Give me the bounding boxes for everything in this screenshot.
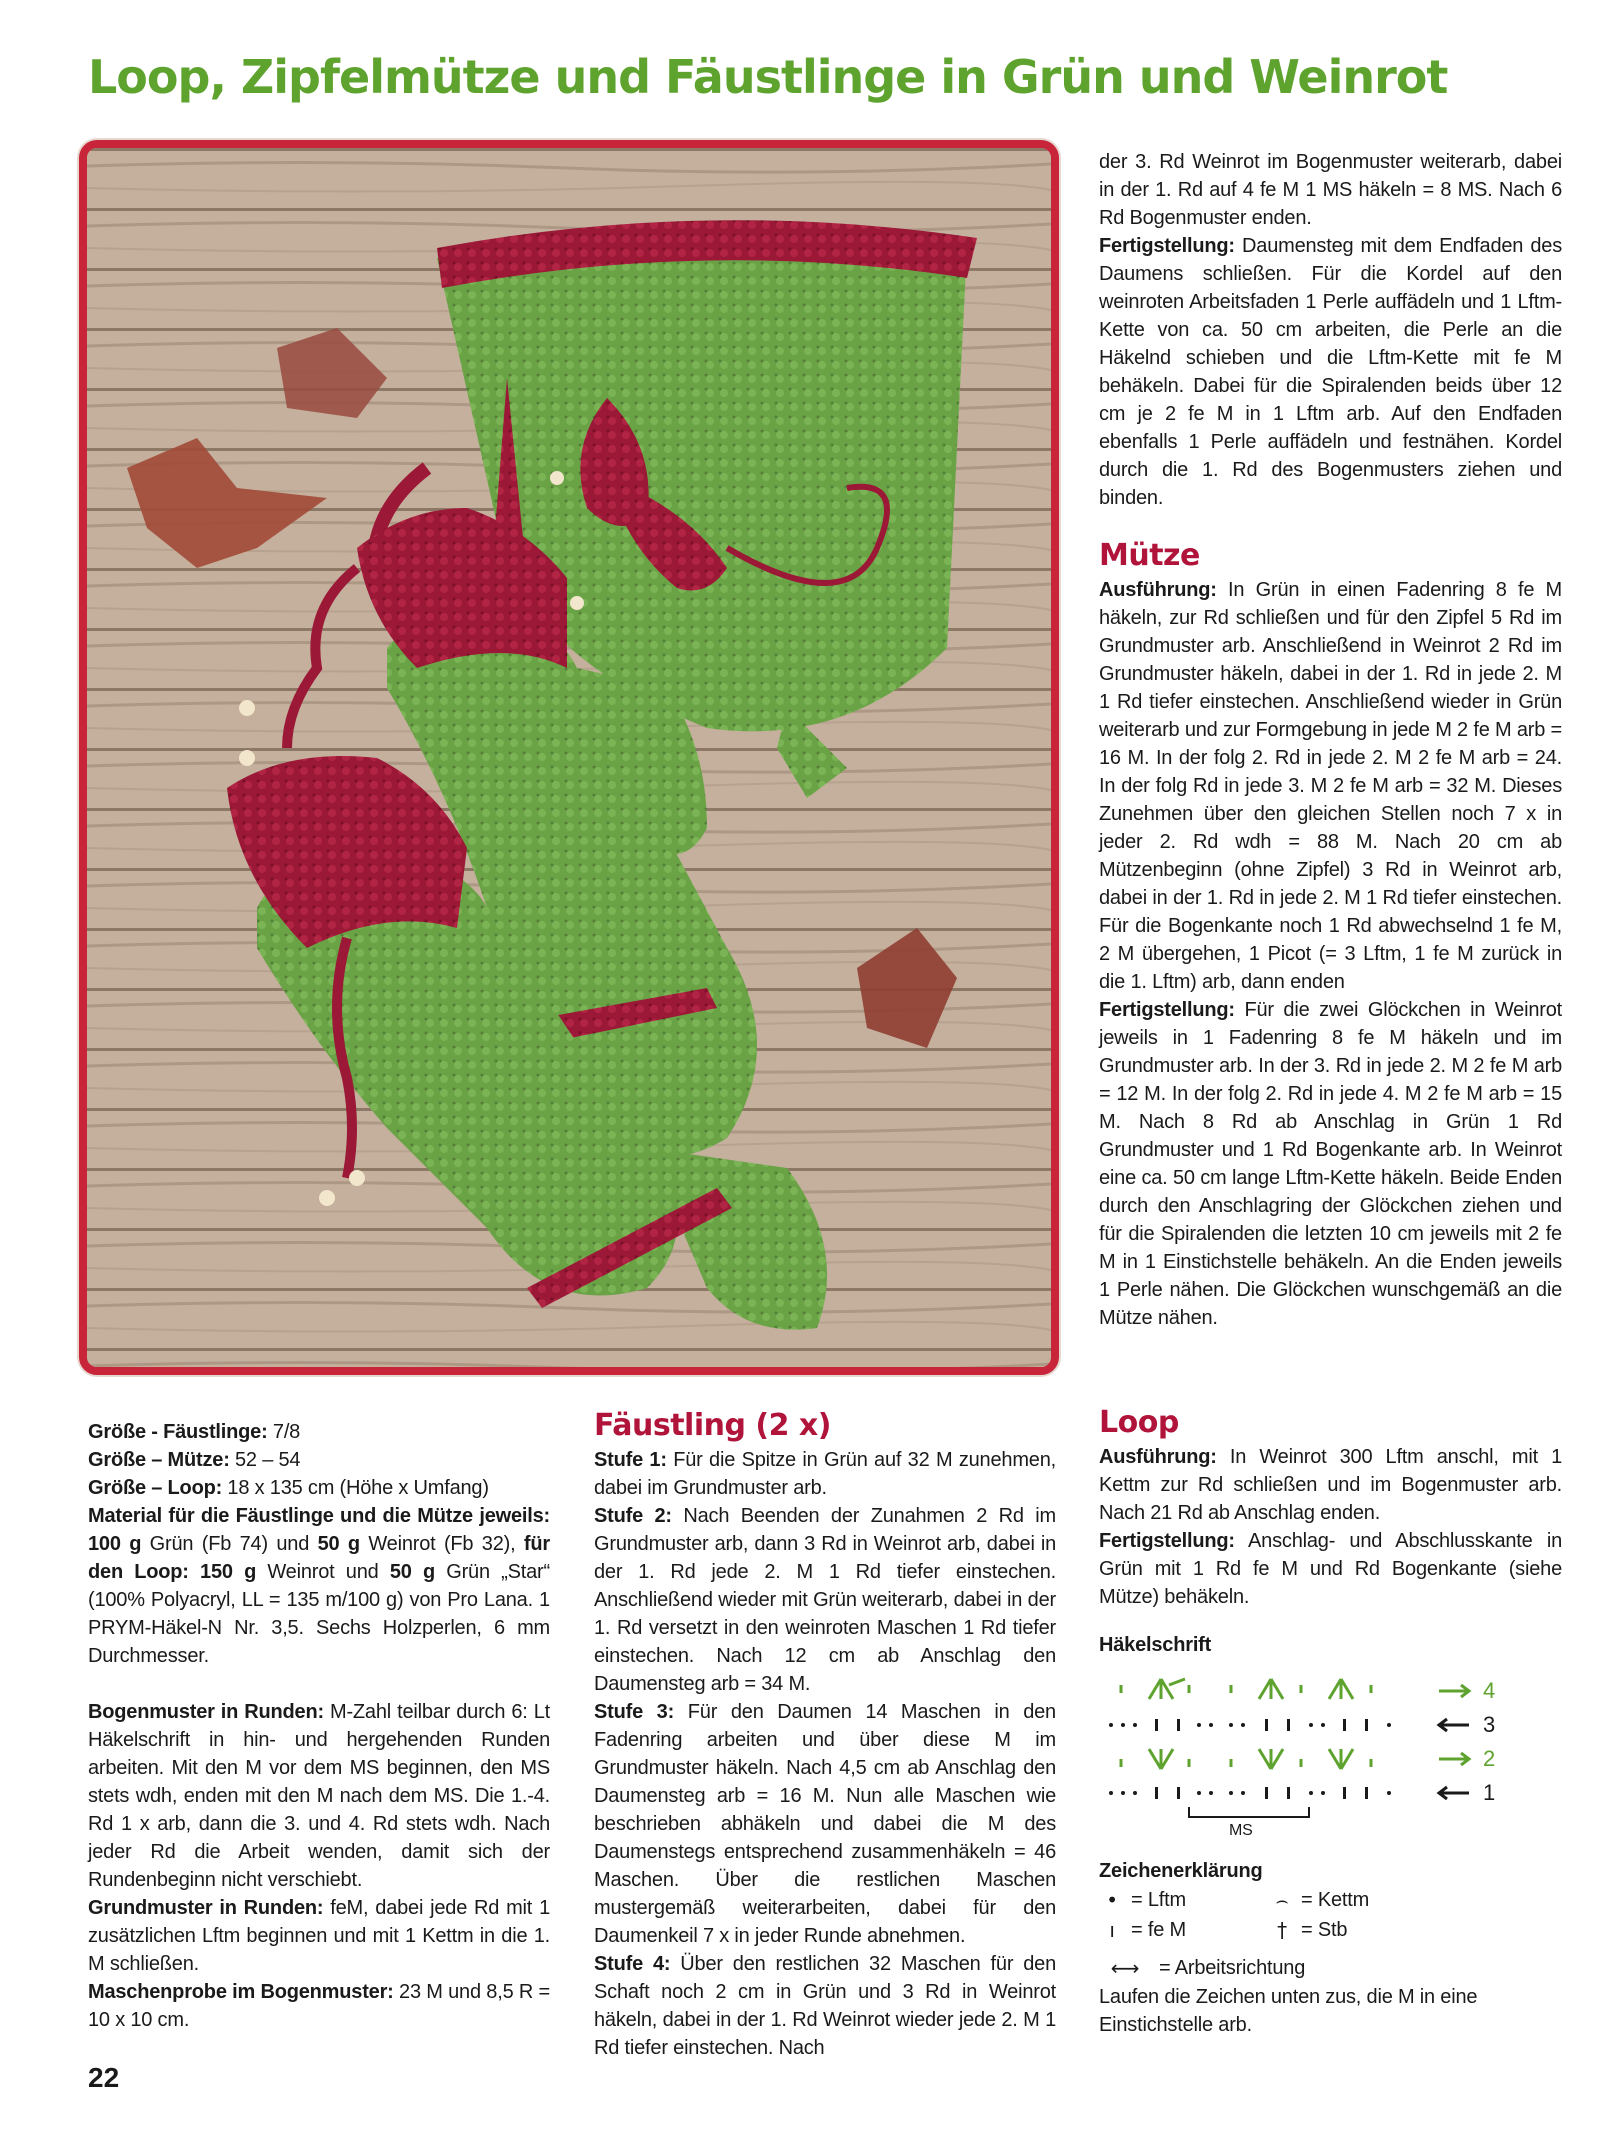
loop-finishing: Fertigstellung: Anschlag- und Abschlusskante in Grün mit 1 Rd fe M und Rd Bogenkante (siehe Mütze) behäkeln. (1099, 1530, 1562, 1608)
heading-muetze: Mütze (1099, 538, 1200, 573)
middle-column-bottom (594, 1408, 1056, 2062)
arrow-row-2 (1439, 1753, 1469, 1765)
chart-row-4-symbols (1121, 1679, 1371, 1699)
muetze-finishing: Fertigstellung: Für die zwei Glöckchen in Weinrot jeweils in 1 Fadenring 8 fe M häkeln und im Grundmuster arb. In der 3. Rd in jede 2. M 2 fe M arb = 12 M. In der folg 2. Rd in jede 4. M 2 fe M arb = 15 M. Nach 8 Rd ab Anschlag in Grün 1 Rd Grundmuster und 1 Rd Bogenkante arb. In Weinrot eine ca. 50 cm lange Lftm-Kette häkeln. Beide Enden durch den Anschlagring der Glöckchen ziehen und für die Spiralenden die letzten 10 cm jeweils mit 2 fe M in 1 Einstichstelle behäkeln. An die Enden jeweils 1 Perle nähen. Die Glöckchen wunschgemäß an die Mütze nähen. (1099, 999, 1562, 1329)
crochet-chart-svg (1099, 1667, 1562, 1843)
loop-execution: Ausführung: In Weinrot 300 Lftm anschl, mit 1 Kettm zur Rd schließen und im Bogenmuster arb. Nach 21 Rd ab Anschlag enden. (1099, 1446, 1562, 1524)
legend-fem: ı = fe M (1099, 1915, 1269, 1945)
finishing-text: Fertigstellung: Daumensteg mit dem Endfaden des Daumens schließen. Für die Kordel auf den weinroten Arbeitsfaden 1 Perle auffädeln und 1 Lftm-Kette von ca. 50 cm arbeiten, die Perle an die Häkelnd schieben und die Lftm-Kette mit fe M behäkeln. Dabei für die Spiralenden beids über 12 cm je 2 fe M in 1 Lftm arb. Auf den Endfaden ebenfalls 1 Perle auffädeln und festnähen. Kordel durch die 1. Rd des Bogenmusters ziehen und binden. (1099, 235, 1562, 509)
legend-title: Zeichenerklärung (1099, 1860, 1263, 1882)
heading-faeustling: Fäustling (2 x) (594, 1408, 831, 1443)
page-title: Loop, Zipfelmütze und Fäustlinge in Grün und Weinrot (88, 50, 1448, 104)
page-number: 22 (88, 2062, 120, 2093)
legend-stb: † = Stb (1269, 1915, 1469, 1945)
heading-loop: Loop (1099, 1405, 1179, 1440)
stufe-3: Stufe 3: Für den Daumen 14 Maschen in den Fadenring arbeiten und über diese M im Grundmuster häkeln. Nach 4,5 cm ab Anschlag den Daumensteg arb = 16 M. Nun alle Maschen wie beschrieben abhäkeln und dabei die M des Daumenstegs entsprechend zusammenhäkeln = 46 Maschen. Über die restlichen Maschen mustergemäß weiterarbeiten, dabei für den Daumenkeil 7 x in jeder Runde abnehmen. (594, 1701, 1056, 1947)
row-label-4: 4 (1483, 1678, 1496, 1703)
row-label-3: 3 (1483, 1712, 1496, 1737)
size-loop: Größe – Loop: 18 x 135 cm (Höhe x Umfang) (88, 1477, 489, 1499)
row-label-2: 2 (1483, 1746, 1496, 1771)
ms-bracket (1189, 1807, 1309, 1817)
right-column-top (1099, 148, 1562, 1332)
size-hat: Größe – Mütze: 52 – 54 (88, 1449, 301, 1471)
muetze-execution: Ausführung: In Grün in einen Fadenring 8 fe M häkeln, zur Rd schließen und für den Zipfel 5 Rd im Grundmuster arb. Anschließend in Weinrot 2 Rd im Grundmuster häkeln, dabei in der 1. Rd in jede 2. M 1 Rd tiefer einstechen. Anschließend wieder in Grün weiterarb und zur Formgebung in jede M 2 fe M arb = 16 M. In der folg 2. Rd in jede 2. M 2 fe M arb = 24. In der folg Rd in jede 3. M 2 fe M arb = 32 M. Dieses Zunehmen über den gleichen Stellen noch 7 x in jeder 2. Rd wdh = 88 M. Nach 20 cm ab Mützenbeginn (ohne Zipfel) 3 Rd in Weinrot arb, dabei in der 1. Rd in jede 2. M 1 Rd tiefer einstechen. Für die Bogenkante noch 1 Rd abwechselnd 1 fe M, 2 M übergehen, 1 Picot (= 3 Lftm, 1 fe M zurück in die 1. Lftm) arb, dann enden (1099, 579, 1562, 993)
right-column-bottom (1099, 1403, 1562, 2039)
legend-lftm: • = Lftm (1099, 1885, 1269, 1915)
arrow-row-3 (1439, 1719, 1469, 1731)
crochet-chart (1099, 1667, 1562, 1843)
legend-note: Laufen die Zeichen unten zus, die M in eine Einstichstelle arb. (1099, 1986, 1478, 2036)
kettm-symbol-icon: ⌢ (1275, 1888, 1289, 1912)
chart-direction-arrows (1439, 1678, 1495, 1805)
size-mittens: Größe - Fäustlinge: 7/8 (88, 1421, 301, 1443)
arrow-row-4 (1439, 1685, 1469, 1697)
fem-symbol-icon: ı (1109, 1918, 1115, 1942)
material-text: Material für die Fäustlinge und die Mütze jeweils: 100 g Grün (Fb 74) und 50 g Weinrot (Fb 32), für den Loop: 150 g Weinrot und 50 g Grün „Star“ (100% Polyacryl, LL = 135 m/100 g) von Pro Lana. 1 PRYM-Häkel-N Nr. 3,5. Sechs Holzperlen, 6 mm Durchmesser. (88, 1505, 550, 1667)
stufe-4: Stufe 4: Über den restlichen 32 Maschen für den Schaft noch 2 cm in Grün und 3 Rd in Weinrot häkeln, dabei in der 1. Rd Weinrot wieder jede 2. M 1 Rd tiefer einstechen. Nach (594, 1953, 1056, 2059)
left-column-bottom (88, 1418, 550, 2034)
maschenprobe-text: Maschenprobe im Bogenmuster: 23 M und 8,5 R = 10 x 10 cm. (88, 1981, 550, 2031)
arrow-row-1 (1439, 1787, 1469, 1799)
chart-row-3-symbols (1109, 1719, 1391, 1731)
stufe-1: Stufe 1: Für die Spitze in Grün auf 32 M zunehmen, dabei im Grundmuster arb. (594, 1449, 1056, 1499)
legend-arrow: ⟷ = Arbeitsrichtung (1099, 1953, 1562, 1983)
chart-title: Häkelschrift (1099, 1634, 1212, 1656)
crochet-photo-illustration (87, 148, 1051, 1367)
chart-row-2-symbols (1121, 1749, 1371, 1769)
stufe-2: Stufe 2: Nach Beenden der Zunahmen 2 Rd im Grundmuster arb, dann 3 Rd in Weinrot arb, dabei in der 1. Rd jede 2. M 1 Rd tiefer einstechen. Anschließend wieder mit Grün weiterarb, dabei in der 1. Rd versetzt in den weinroten Maschen 1 Rd tiefer einstechen. Nach 12 cm ab Anschlag den Daumensteg arb = 34 M. (594, 1505, 1056, 1695)
product-photo (79, 140, 1059, 1375)
bogenmuster-text: Bogenmuster in Runden: M-Zahl teilbar durch 6: Lt Häkelschrift in hin- und hergehenden Runden arbeiten. Mit den M vor dem MS beginnen, den MS stets wdh, enden mit den M nach dem MS. Die 1.-4. Rd 1 x arb, dann die 3. und 4. Rd stets wdh. Nach jeder Rd die Arbeit wenden, damit sich der Rundenbeginn nicht verschiebt. (88, 1701, 550, 1891)
ms-label: MS (1229, 1822, 1253, 1839)
stb-symbol-icon: † (1277, 1918, 1287, 1942)
lftm-symbol-icon: • (1106, 1888, 1118, 1912)
double-arrow-icon: ⟷ (1110, 1956, 1140, 1980)
legend (1099, 1885, 1562, 1945)
row-label-1: 1 (1483, 1780, 1496, 1805)
grundmuster-text: Grundmuster in Runden: feM, dabei jede Rd mit 1 zusätzlichen Lftm beginnen und mit 1 Kettm in die 1. M schließen. (88, 1897, 550, 1975)
chart-row-1-symbols (1109, 1787, 1391, 1799)
legend-kettm: ⌢ = Kettm (1269, 1885, 1469, 1915)
continuation-text: der 3. Rd Weinrot im Bogenmuster weiterarb, dabei in der 1. Rd auf 4 fe M 1 MS häkeln = 8 MS. Nach 6 Rd Bogenmuster enden. (1099, 151, 1562, 229)
